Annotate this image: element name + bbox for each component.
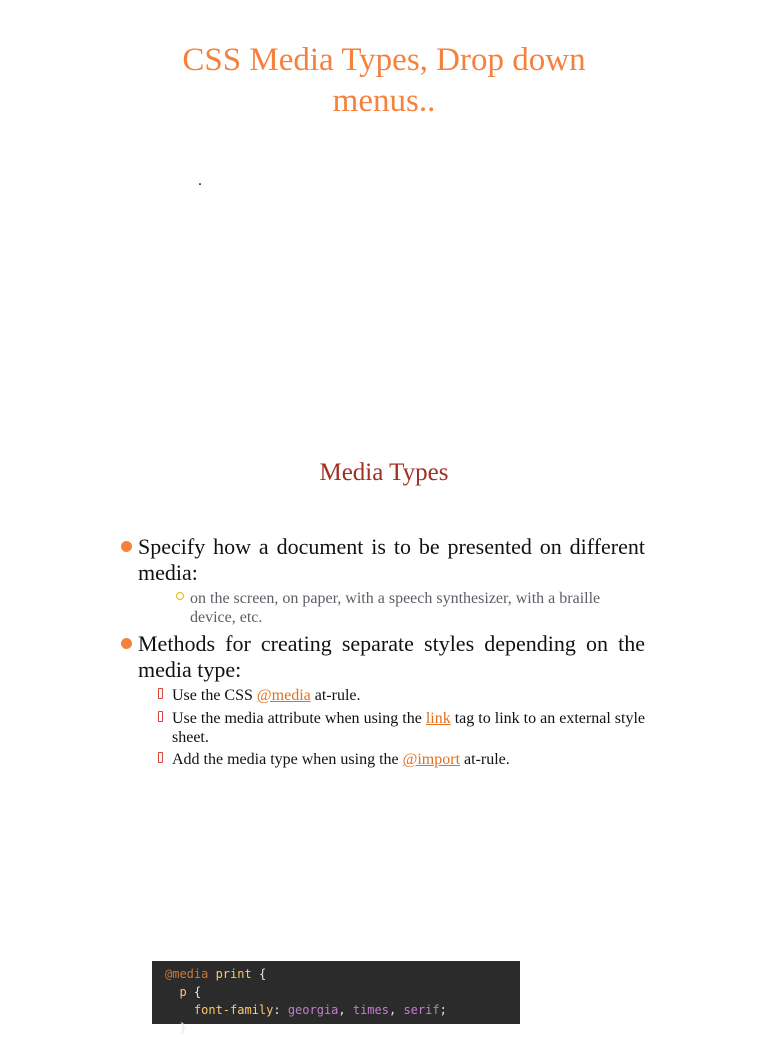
code-token: georgia <box>287 1003 339 1017</box>
code-snippet <box>152 961 520 1035</box>
slide-title <box>0 40 768 122</box>
code-token: times <box>352 1003 389 1017</box>
sub-bullet-text: on the screen, on paper, with a speech synthesizer, with a braille device, etc. <box>190 590 601 626</box>
section-title: Media Types <box>319 459 449 486</box>
media-rule-link[interactable]: @media <box>256 687 311 704</box>
code-line: } <box>165 1021 187 1035</box>
bullet-specify <box>138 534 645 586</box>
method-text-after: tag to link to an external style sheet. <box>172 710 645 746</box>
square-marker-icon <box>158 752 163 763</box>
code-token: serif <box>403 1003 440 1017</box>
code-token: @media <box>165 967 209 981</box>
code-token: p <box>165 985 187 999</box>
bullet-methods <box>138 631 645 683</box>
method-item-link-tag <box>172 709 645 747</box>
bullet-text: Methods for creating separate styles depending on the media type: <box>138 631 645 682</box>
method-text-before: Add the media type when using the <box>172 751 403 768</box>
code-token: { <box>186 985 202 999</box>
code-token: , <box>338 1003 353 1017</box>
stray-dot: . <box>198 172 202 189</box>
slide-title-line-1: CSS Media Types, Drop down <box>182 42 586 78</box>
bullet-dot-icon <box>121 541 132 552</box>
square-marker-icon <box>158 711 163 722</box>
code-token: , <box>388 1003 404 1017</box>
sub-bullet-media-list <box>190 589 645 627</box>
bullet-text: Specify how a document is to be presented on different media: <box>138 534 645 585</box>
bullet-dot-icon <box>121 638 132 649</box>
code-line <box>165 983 520 1001</box>
method-text-before: Use the CSS <box>172 687 257 704</box>
code-line <box>165 965 520 983</box>
method-item-media-rule <box>172 686 645 705</box>
code-token: ; <box>439 1003 447 1017</box>
import-rule-link[interactable]: @import <box>402 751 461 768</box>
square-marker-icon <box>158 688 163 699</box>
method-item-import-rule <box>172 750 645 769</box>
code-token: : <box>273 1003 288 1017</box>
code-token: print <box>208 967 252 981</box>
code-line <box>165 1001 520 1019</box>
method-text-after: at-rule. <box>460 751 510 768</box>
method-text-before: Use the media attribute when using the <box>172 710 426 727</box>
link-tag-link[interactable]: link <box>425 710 451 727</box>
slide-title-line-2: menus.. <box>332 83 436 119</box>
code-token: { <box>251 967 267 981</box>
method-text-after: at-rule. <box>310 687 361 704</box>
hollow-circle-icon <box>176 592 184 600</box>
code-token: font-family <box>165 1003 274 1017</box>
